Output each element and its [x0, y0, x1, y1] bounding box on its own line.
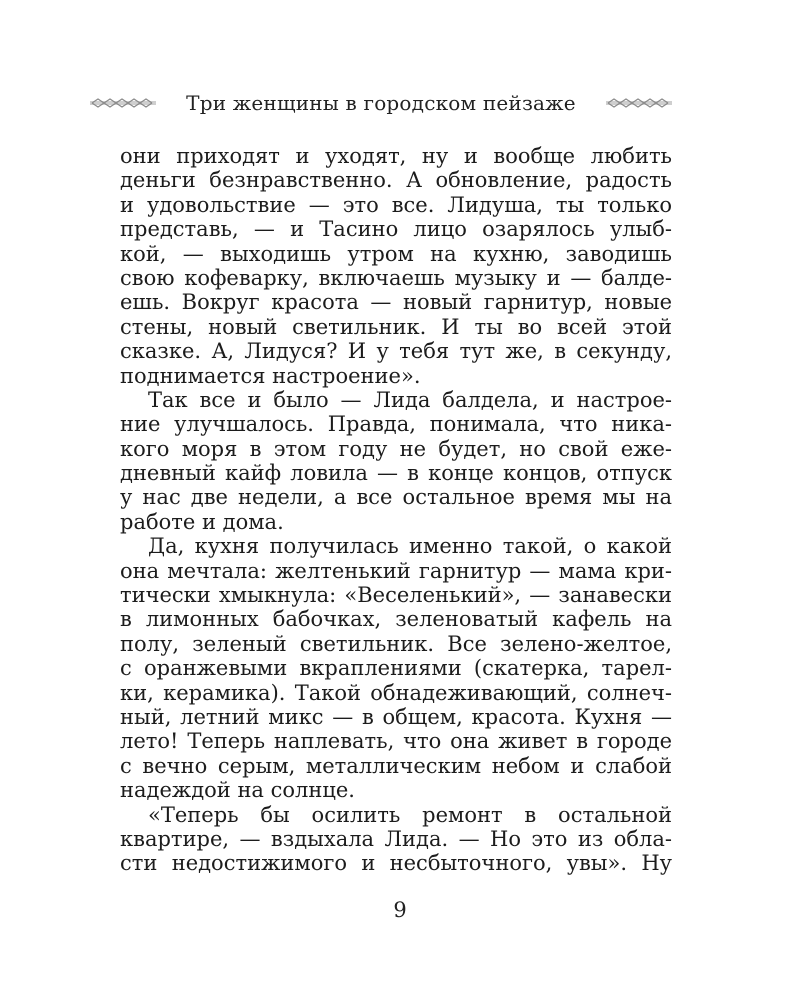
text-line: Так все и было — Лида балдела, и настрое- — [148, 387, 672, 412]
text-line: в лимонных бабочках, зеленоватый кафель на — [120, 607, 672, 632]
text-line: ешь. Вокруг красота — новый гарнитур, новые — [120, 290, 672, 315]
text-line: тически хмыкнула: «Веселенький», — занавески — [120, 583, 672, 608]
text-line: свою кофеварку, включаешь музыку и — балде- — [120, 265, 672, 290]
text-line: ние улучшалось. Правда, понимала, что ника- — [120, 412, 672, 437]
text-line: с вечно серым, металлическим небом и слабой — [120, 753, 672, 778]
running-header-title: Три женщины в городском пейзаже — [186, 91, 576, 115]
text-line: с оранжевыми вкраплениями (скатерка, тарел- — [120, 656, 672, 681]
text-line: дневный кайф ловила — в конце концов, отпуск — [120, 461, 672, 486]
text-line: они приходят и уходят, ну и вообще любить — [120, 144, 672, 168]
text-line: стены, новый светильник. И ты во всей этой — [120, 314, 672, 339]
text-line: кого моря в этом году не будет, но свой еже- — [120, 436, 672, 461]
text-line: Да, кухня получилась именно такой, о какой — [148, 534, 672, 559]
text-line: у нас две недели, а все остальное время мы на — [120, 485, 672, 510]
text-line: представь, — и Тасино лицо озарялось улыб- — [120, 217, 672, 242]
text-line: «Теперь бы осилить ремонт в остальной — [148, 802, 672, 827]
running-header — [88, 88, 674, 118]
decorative-ornament-left-icon — [88, 96, 158, 110]
decorative-ornament-right-icon — [604, 96, 674, 110]
text-line: надеждой на солнце. — [120, 778, 355, 803]
text-line: кой, — выходишь утром на кухню, заводишь — [120, 241, 672, 266]
page-number: 9 — [393, 898, 407, 922]
text-line: деньги безнравственно. А обновление, радость — [120, 168, 672, 193]
text-line: полу, зеленый светильник. Все зелено-желтое, — [120, 631, 672, 656]
text-line: поднимается настроение». — [120, 363, 421, 388]
text-line: лето! Теперь наплевать, что она живет в городе — [120, 729, 672, 754]
text-line: ки, керамика). Такой обнадеживающий, солнеч- — [120, 680, 672, 705]
text-line: сказке. А, Лидуся? И у тебя тут же, в секунду, — [120, 339, 672, 364]
text-line: она мечтала: желтенький гарнитур — мама кри- — [120, 558, 672, 583]
body-text — [120, 144, 672, 876]
text-line: работе и дома. — [120, 509, 284, 534]
text-line: сти недостижимого и несбыточного, увы». Ну — [120, 851, 672, 876]
text-line: квартире, — вздыхала Лида. — Но это из обла- — [120, 826, 672, 851]
text-line: и удовольствие — это все. Лидуша, ты только — [120, 192, 672, 217]
text-line: ный, летний микс — в общем, красота. Кухня — — [120, 704, 672, 729]
